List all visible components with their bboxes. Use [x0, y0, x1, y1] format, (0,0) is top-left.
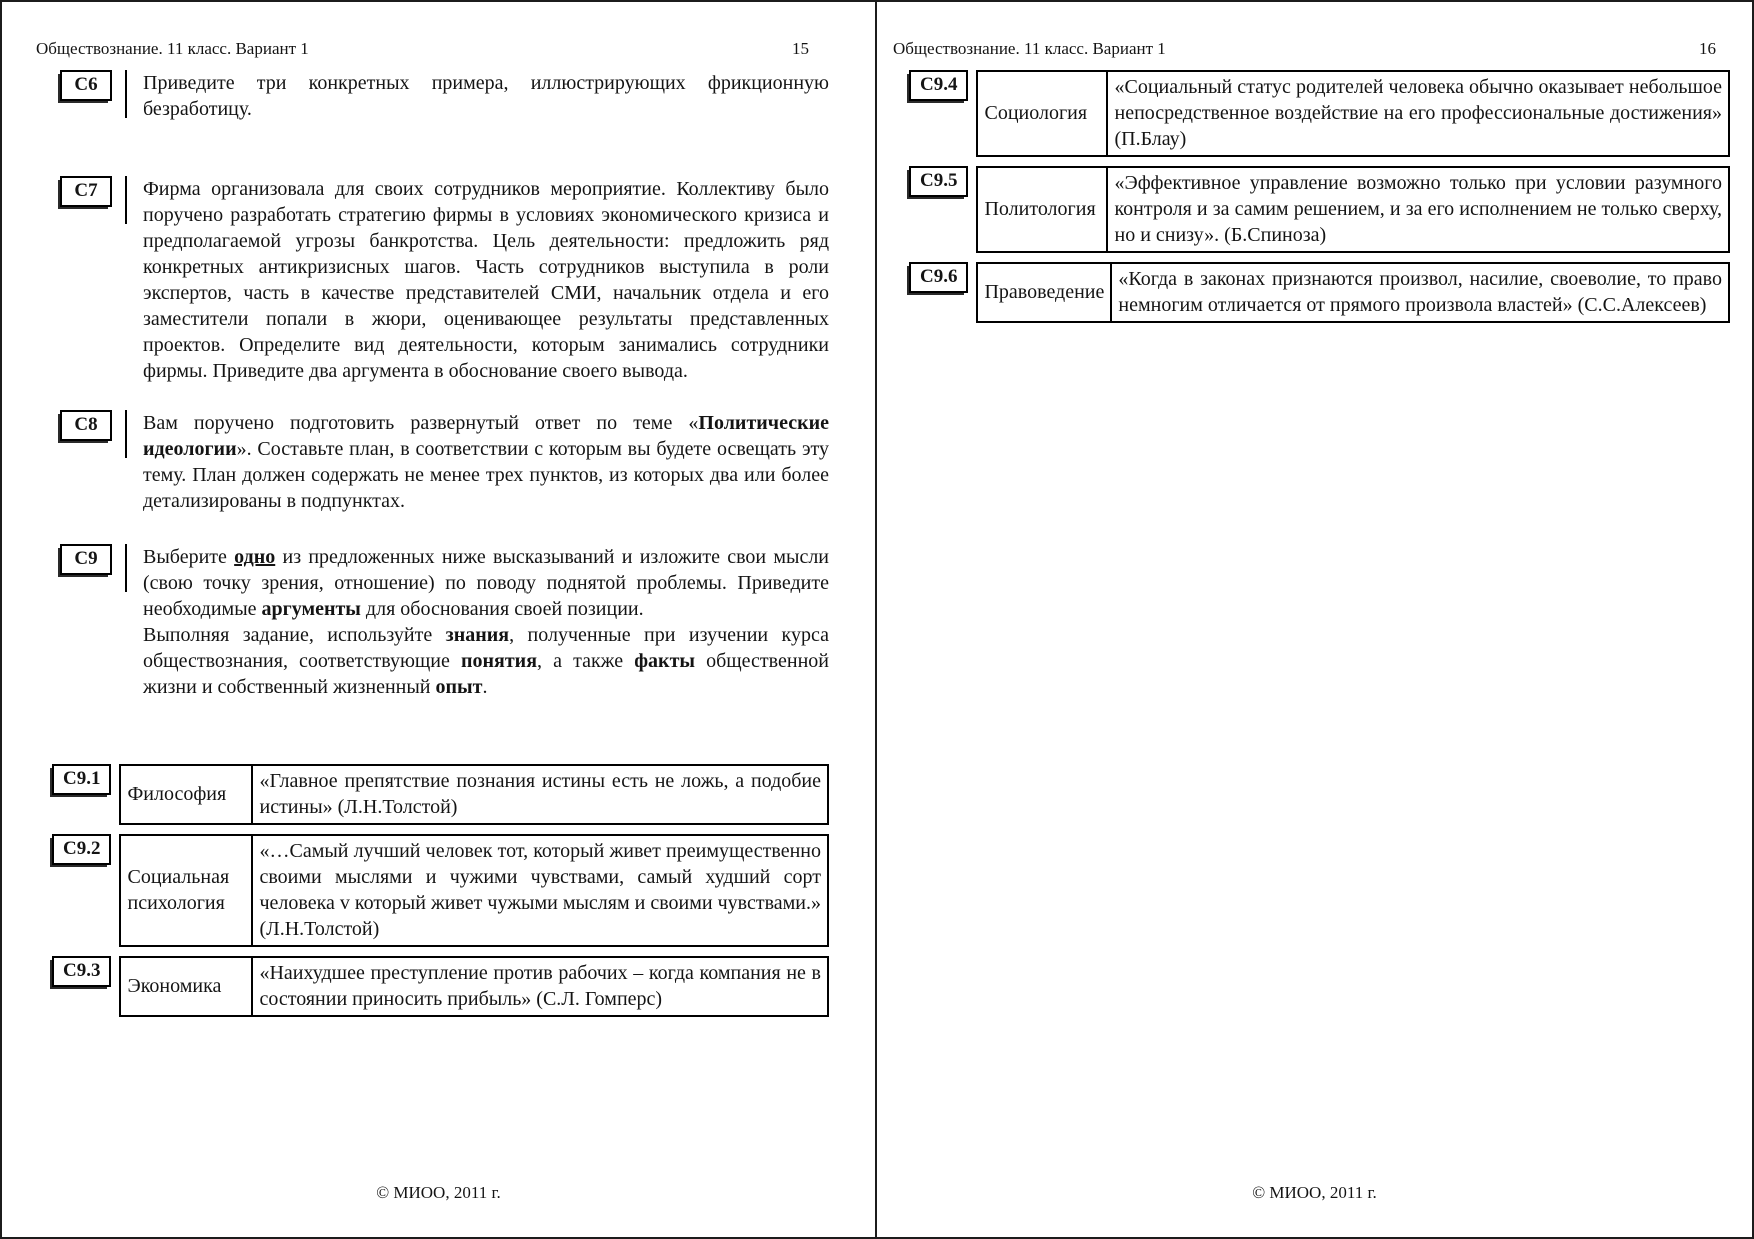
running-title: Обществознание. 11 класс. Вариант 1: [36, 39, 309, 58]
task-divider-rule: [125, 176, 127, 224]
quote-table: [976, 70, 1730, 157]
subject-cell: Философия: [120, 765, 252, 824]
subject-cell: Экономика: [120, 957, 252, 1016]
task-paragraph: Вам поручено подготовить развернутый ответ по теме «Политические идеологии». Составьте план, в соответствии с которым вы будете освещать эту тему. План должен содержать не менее трех пунктов, из которых два или более детализированы в подпунктах.: [143, 412, 829, 512]
task-label-c6: С6: [60, 70, 112, 101]
task-label-c8: С8: [60, 410, 112, 441]
quote-table: [119, 834, 829, 947]
quote-row-c9-3: [52, 956, 829, 1017]
quote-label-c9-3: С9.3: [52, 956, 111, 987]
task-paragraph: Приведите три конкретных примера, иллюстрирующих фрикционную безработицу.: [143, 72, 829, 120]
page-header: [893, 38, 1730, 60]
quote-row-c9-5: [909, 166, 1730, 253]
task-divider-rule: [125, 544, 127, 592]
task-c7-text: [143, 176, 829, 384]
quote-table: [119, 764, 829, 825]
quote-cell: «Наихудшее преступление против рабочих – когда компания не в состоянии приносить прибыль» (С.Л. Гомперс): [252, 957, 828, 1016]
table-row: [120, 765, 828, 824]
page-number: 16: [1699, 39, 1716, 58]
task-divider-rule: [125, 410, 127, 458]
quote-label-c9-4: С9.4: [909, 70, 968, 101]
quote-cell: «…Самый лучший человек тот, который живет преимущественно своими мыслями и чужими чувствами, самый худший сорт человека v который живет чужыми мыслям и своими чувствами.» (Л.Н.Толстой): [252, 835, 828, 946]
task-c6-text: [143, 70, 829, 122]
page-number: 15: [792, 39, 809, 58]
page-16: [877, 2, 1752, 1237]
copyright-footer: © МИОО, 2011 г.: [376, 1183, 501, 1202]
table-row: [977, 263, 1729, 322]
task-c8: [60, 410, 829, 514]
task-divider-rule: [125, 70, 127, 118]
copyright-footer: © МИОО, 2011 г.: [1252, 1183, 1377, 1202]
quote-table: [976, 262, 1730, 323]
task-paragraph: Фирма организовала для своих сотрудников мероприятие. Коллективу было поручено разработать стратегию фирмы в условиях экономического кризиса и предполагаемой угрозы банкротства. Цель деятельности: предложить ряд конкретных антикризисных шагов. Часть сотрудников выступила в роли экспертов, часть в качестве представителей СМИ, начальник отдела и его заместители попали в жюри, оценивающее результаты представленных проектов. Определите вид деятельности, которым занимались сотрудники фирмы. Приведите два аргумента в обоснование своего вывода.: [143, 178, 829, 382]
subject-cell: Социология: [977, 71, 1107, 156]
quote-label-c9-5: С9.5: [909, 166, 968, 197]
quote-cell: «Эффективное управление возможно только при условии разумного контроля и за самим решением, и за его исполнением не только сверху, но и снизу». (Б.Спиноза): [1107, 167, 1729, 252]
quote-table: [119, 956, 829, 1017]
task-label-c9: С9: [60, 544, 112, 575]
task-label-c7: С7: [60, 176, 112, 207]
subject-cell: Политология: [977, 167, 1107, 252]
running-title: Обществознание. 11 класс. Вариант 1: [893, 39, 1166, 58]
quote-cell: «Социальный статус родителей человека обычно оказывает небольшое непосредственное воздействие на его профессиональные достижения» (П.Блау): [1107, 71, 1729, 156]
quote-row-c9-2: [52, 834, 829, 947]
quote-table: [976, 166, 1730, 253]
quote-label-c9-1: С9.1: [52, 764, 111, 795]
subject-cell: Правоведение: [977, 263, 1111, 322]
quote-row-c9-1: [52, 764, 829, 825]
task-c8-text: [143, 410, 829, 514]
task-c7: [60, 176, 829, 384]
table-row: [120, 957, 828, 1016]
quote-row-c9-6: [909, 262, 1730, 323]
task-paragraph: Выберите одно из предложенных ниже высказываний и изложите свои мысли (свою точку зрения, отношение) по поводу поднятой проблемы. Приведите необходимые аргументы для обоснования своей позиции.: [143, 546, 830, 620]
table-row: [120, 835, 828, 946]
task-paragraph: Выполняя задание, используйте знания, полученные при изучении курса обществознания, соответствующие понятия, а также факты общественной жизни и собственный жизненный опыт.: [143, 624, 829, 698]
quote-label-c9-2: С9.2: [52, 834, 111, 865]
task-c9-text: [143, 544, 829, 700]
quote-row-c9-4: [909, 70, 1730, 157]
quote-cell: «Когда в законах признаются произвол, насилие, своеволие, то право немногим отличается от прямого произвола властей» (С.С.Алексеев): [1111, 263, 1729, 322]
quote-label-c9-6: С9.6: [909, 262, 968, 293]
table-row: [977, 71, 1729, 156]
quote-cell: «Главное препятствие познания истины есть не ложь, а подобие истины» (Л.Н.Толстой): [252, 765, 828, 824]
page-header: [36, 38, 829, 60]
task-c6: [60, 70, 829, 122]
page-15: [2, 2, 877, 1237]
subject-cell: Социальная психология: [120, 835, 252, 946]
table-row: [977, 167, 1729, 252]
task-c9: [60, 544, 829, 700]
